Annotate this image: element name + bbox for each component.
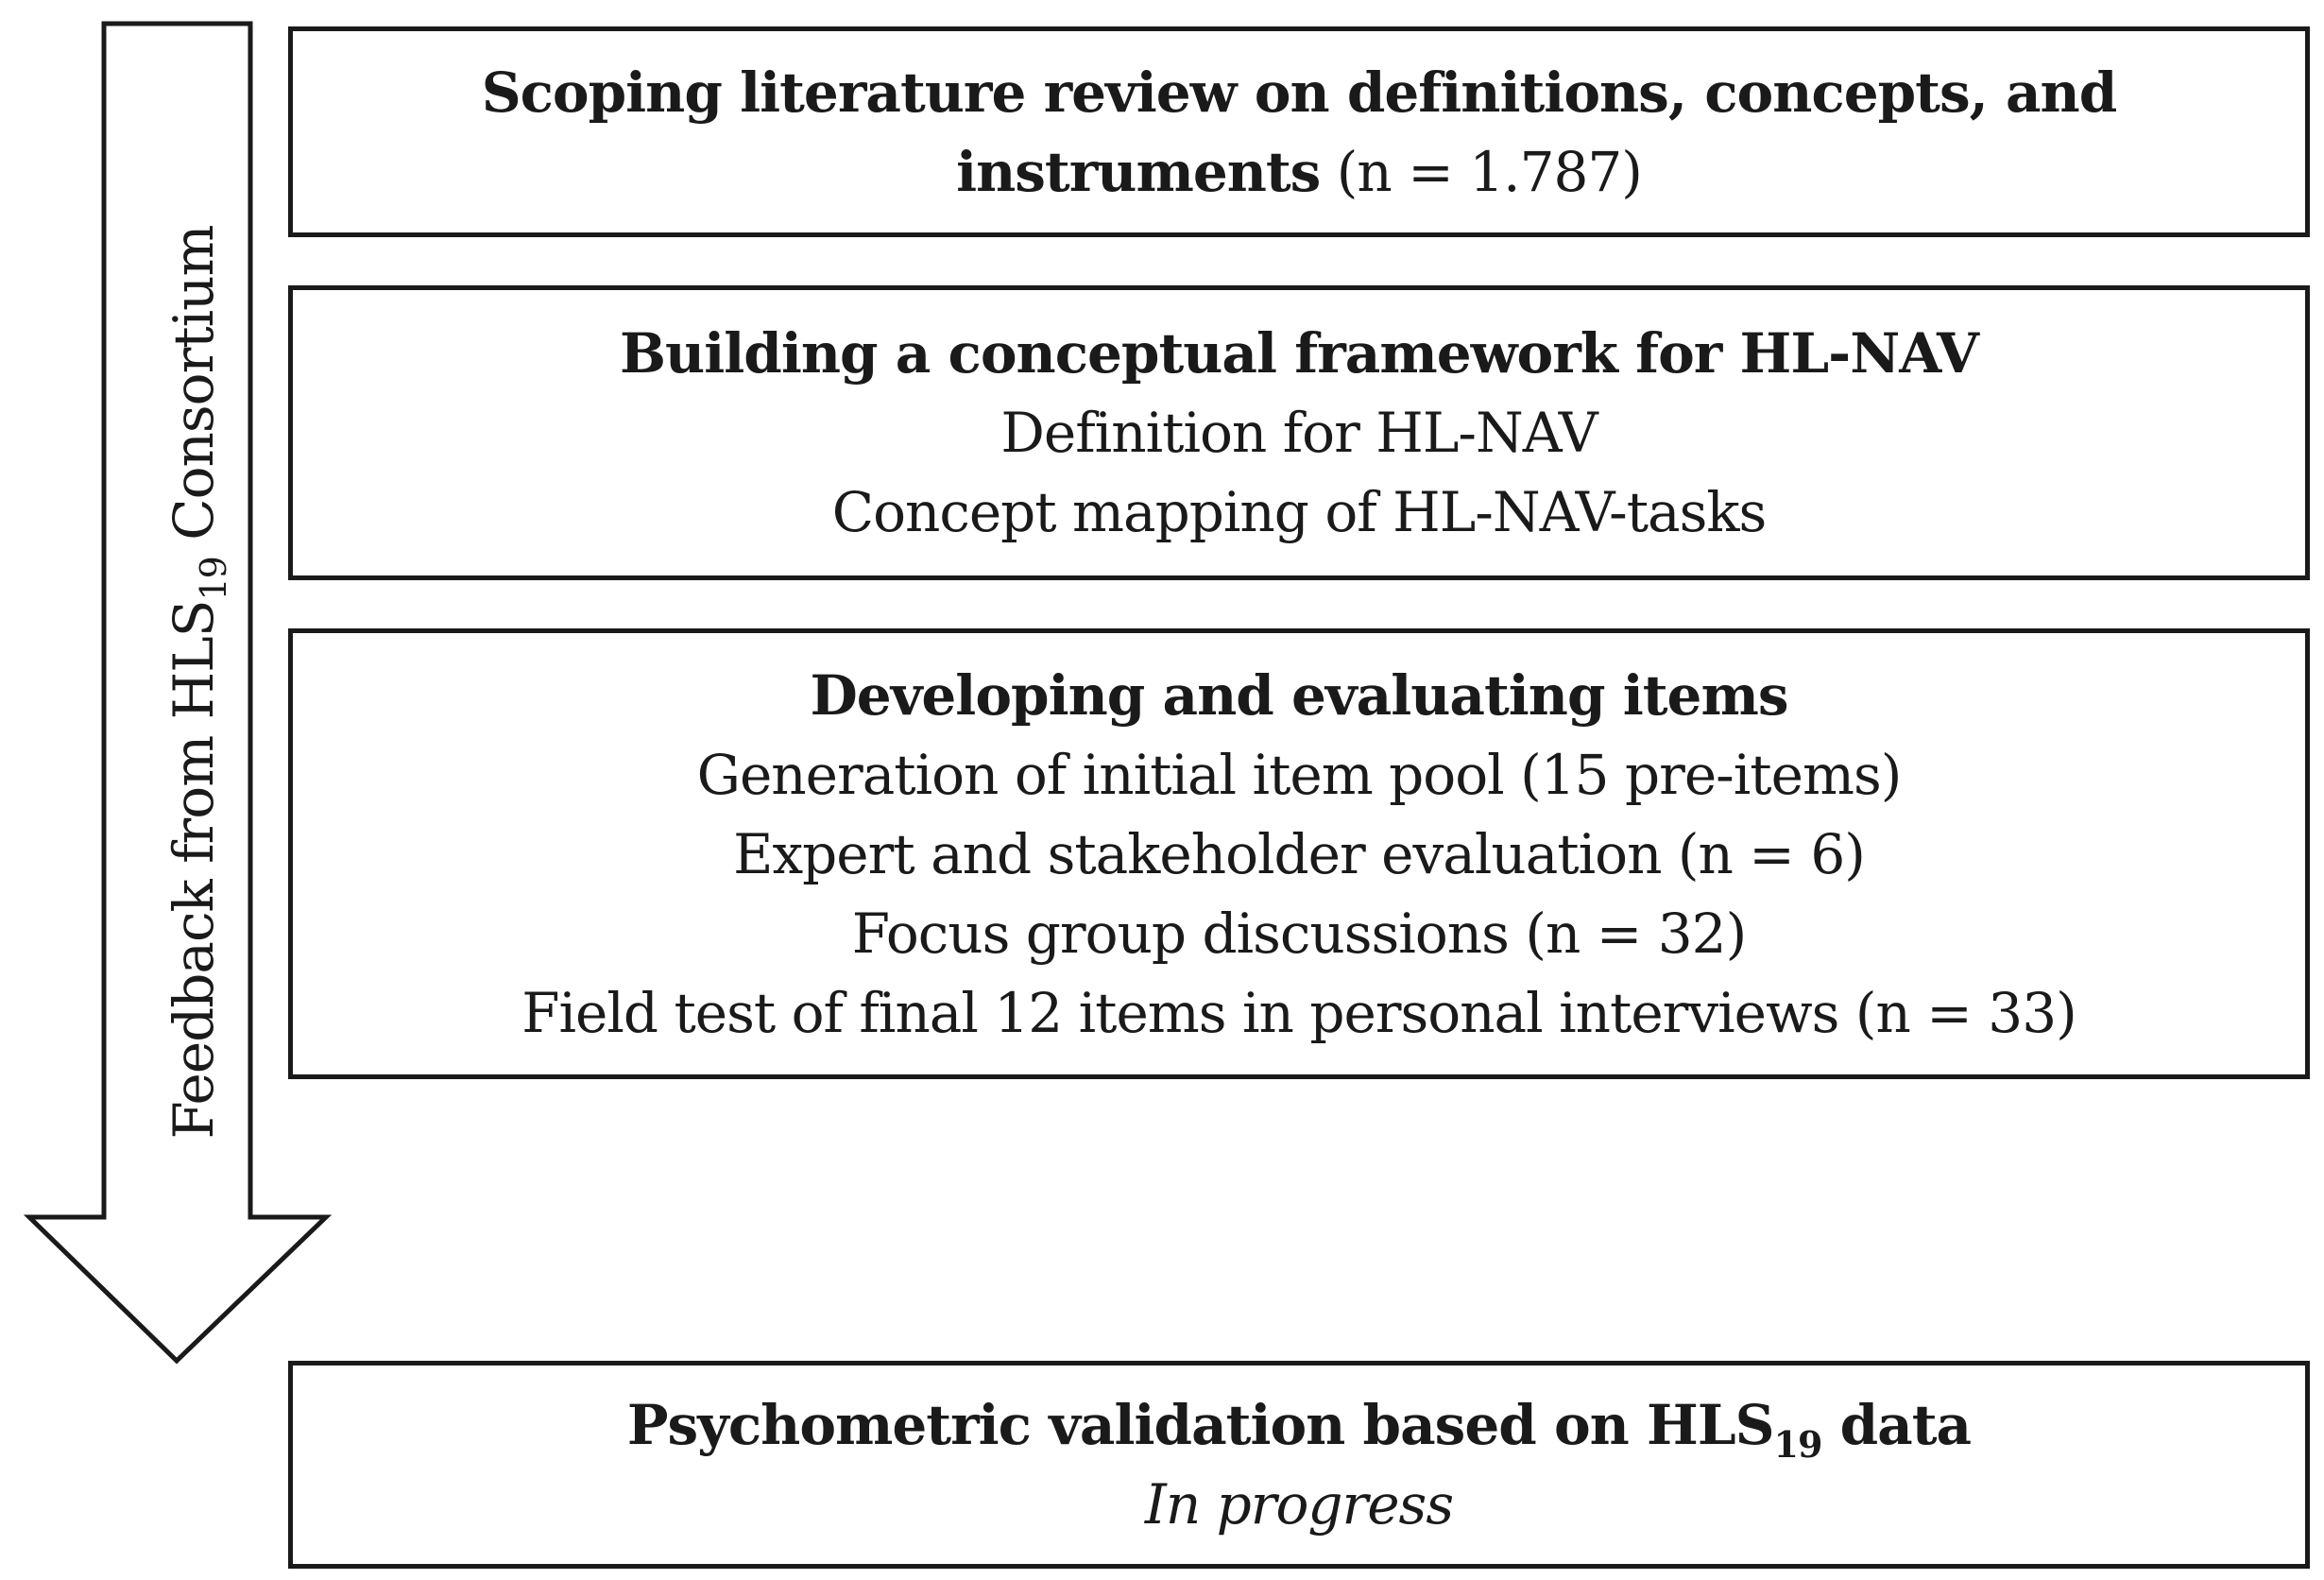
scoping-review-title: Scoping literature review on definitions, concepts, and <box>481 60 2117 125</box>
conceptual-framework-title: Building a conceptual framework for HL-NAV <box>620 321 1978 386</box>
list-item: Expert and stakeholder evaluation (n = 6) <box>733 821 1865 886</box>
developing-items-box <box>288 628 2310 1079</box>
list-item: Definition for HL-NAV <box>1000 401 1598 465</box>
feedback-label-subscript: 19 <box>193 557 234 601</box>
feedback-label <box>156 225 234 1140</box>
scoping-review-title-line2 <box>956 132 1642 212</box>
psychometric-validation-title-tail: data <box>1821 1393 1972 1457</box>
scoping-review-count: (n = 1.787) <box>1320 139 1642 204</box>
feedback-label-text: Feedback from HLS <box>162 600 226 1140</box>
psychometric-validation-title-text: Psychometric validation based on HLS <box>626 1393 1774 1457</box>
psychometric-validation-subscript: 19 <box>1773 1423 1822 1466</box>
feedback-label-tail: Consortium <box>162 225 226 558</box>
list-item: Concept mapping of HL-NAV-tasks <box>831 480 1767 544</box>
scoping-review-box <box>288 26 2310 237</box>
list-item: Field test of final 12 items in personal interviews (n = 33) <box>521 980 2076 1045</box>
scoping-review-title-end: instruments <box>956 139 1321 204</box>
list-item: Generation of initial item pool (15 pre-items) <box>696 742 1902 807</box>
developing-items-title: Developing and evaluating items <box>810 662 1788 728</box>
psychometric-validation-title <box>627 1385 1971 1465</box>
psychometric-validation-box <box>288 1361 2310 1569</box>
list-item: Focus group discussions (n = 32) <box>851 901 1747 966</box>
conceptual-framework-box <box>288 285 2310 580</box>
status-text: In progress <box>1144 1472 1454 1537</box>
